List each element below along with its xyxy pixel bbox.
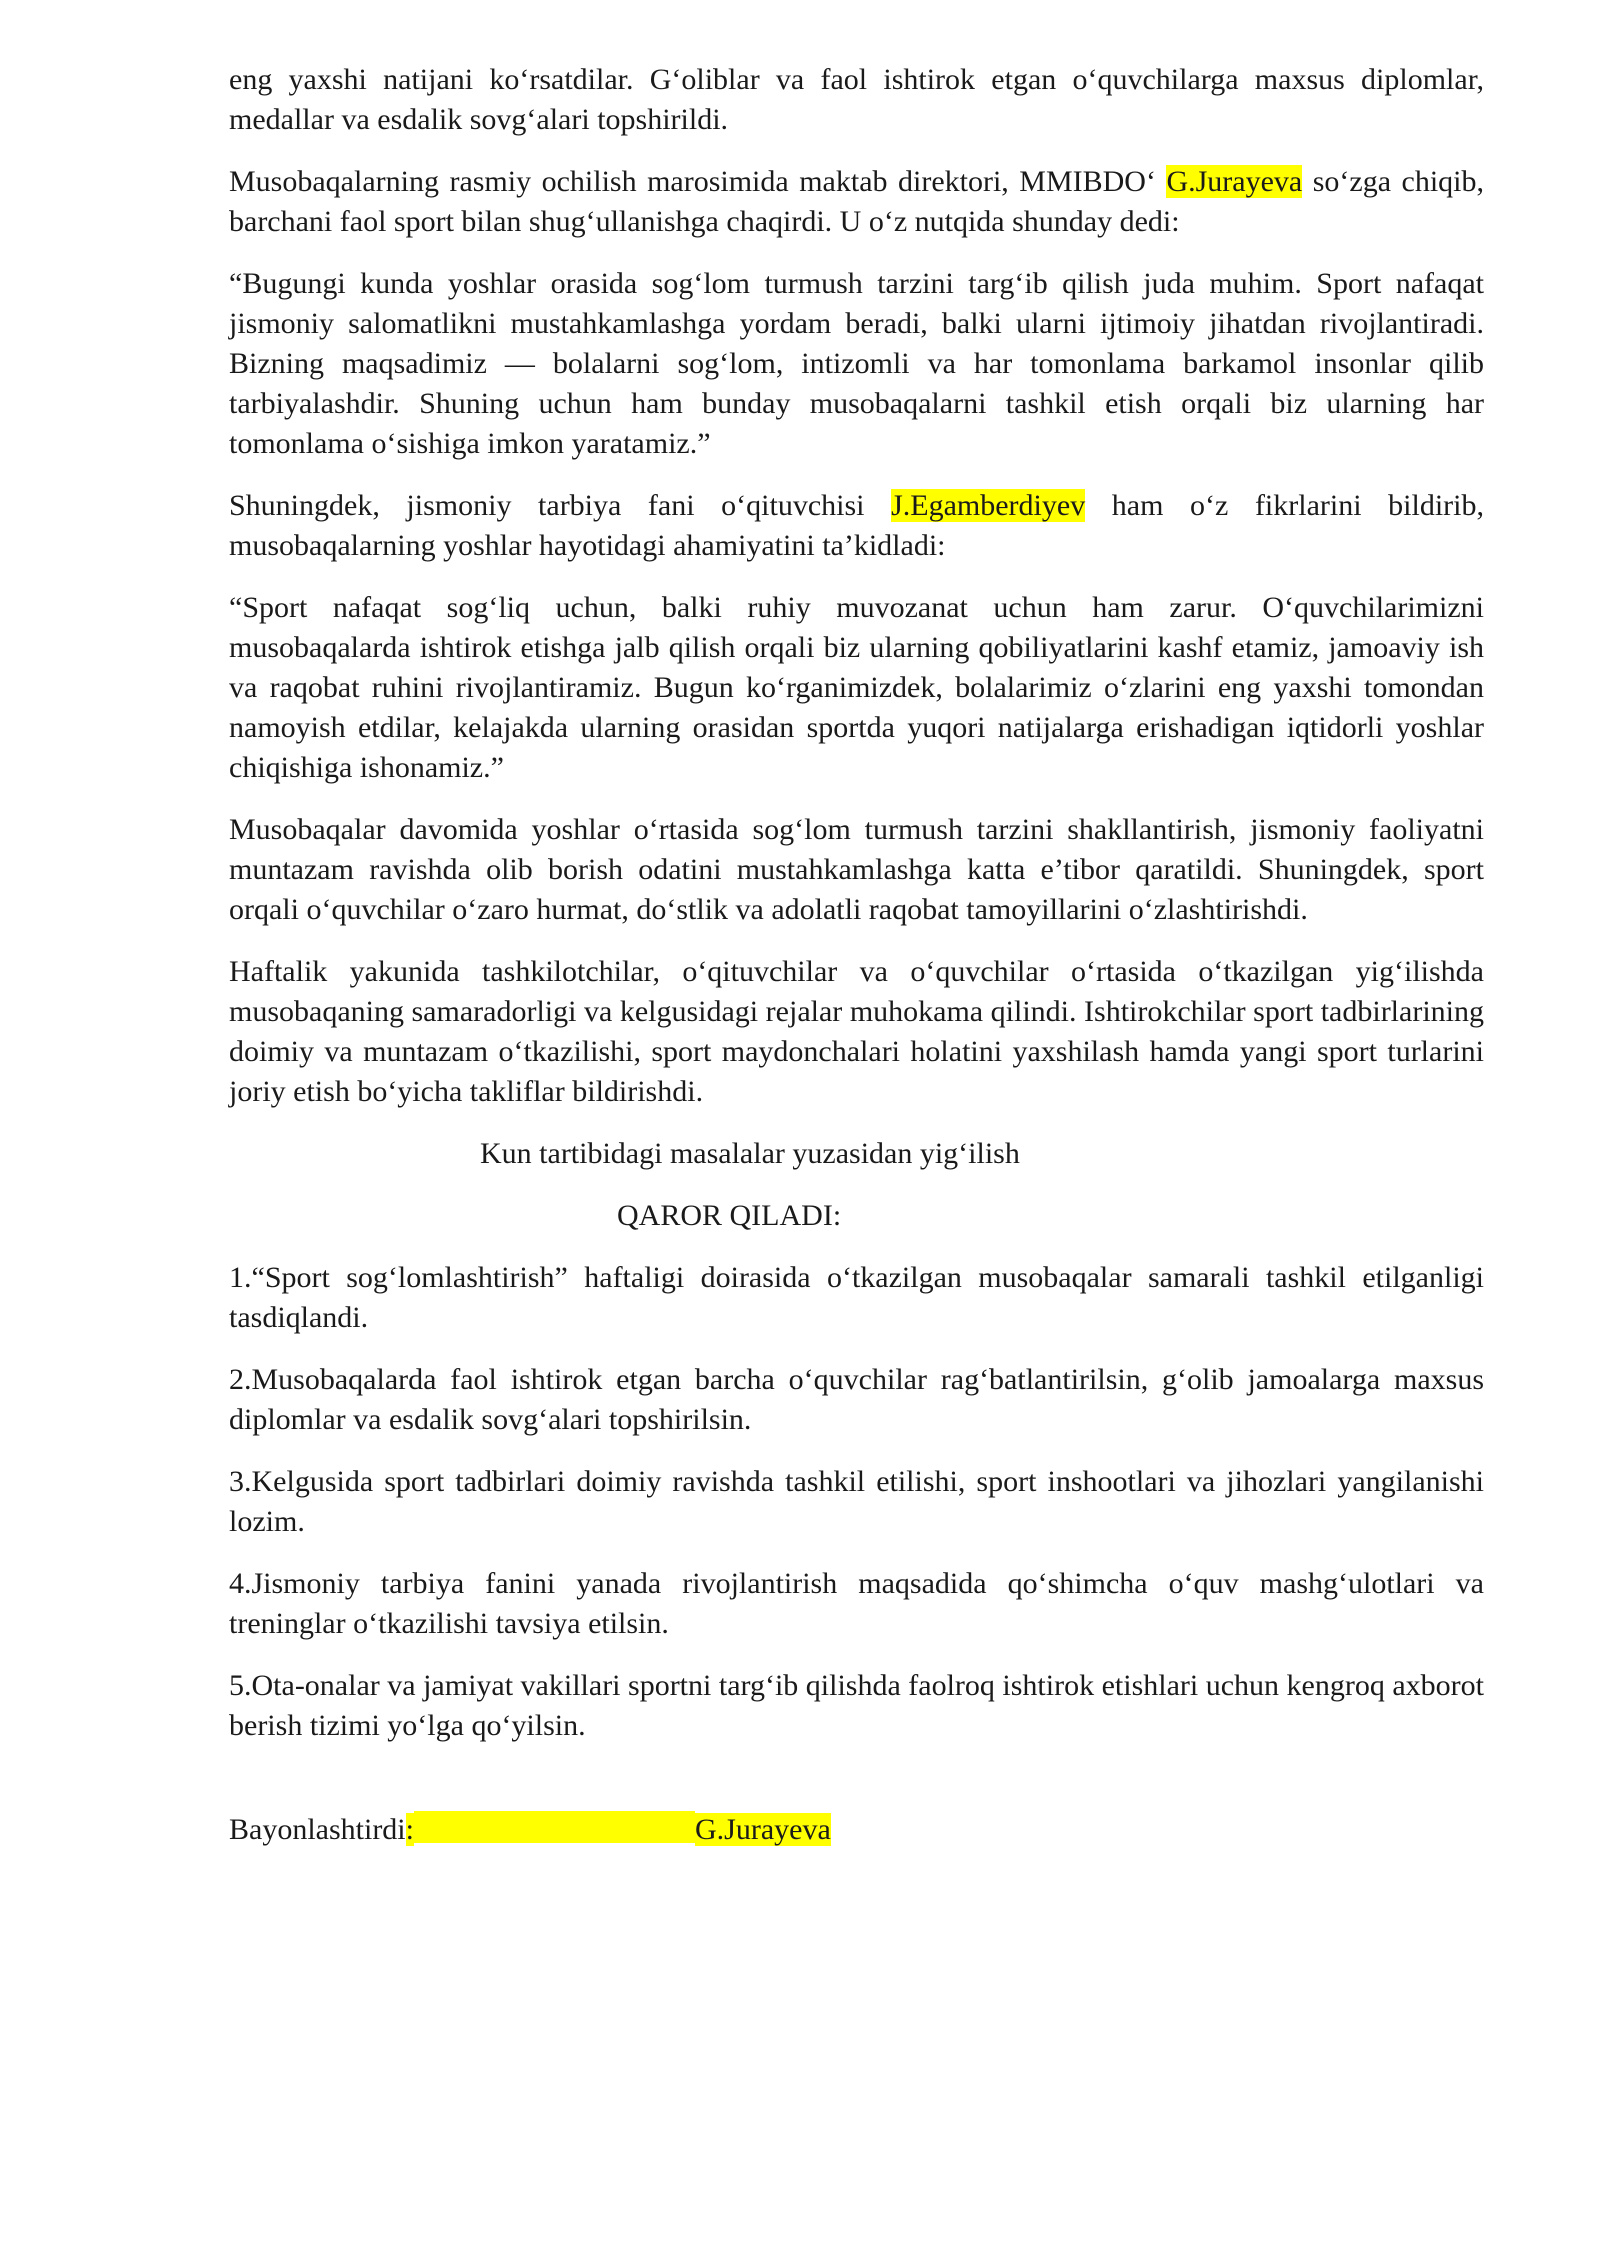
paragraph-text: ham o‘z fikrlarini bildirib, musobaqalarning yoshlar hayotidagi ahamiyatini ta’kidladi: (229, 489, 1484, 562)
paragraph-text: Shuningdek, jismoniy tarbiya fani o‘qituvchisi (229, 489, 892, 522)
highlighted-name-director: G.Jurayeva (1166, 165, 1303, 198)
quote-teacher: “Sport nafaqat sog‘liq uchun, balki ruhiy muvozanat uchun ham zarur. O‘quvchilarimizni musobaqalarda ishtirok etishga jalb qilish orqali biz ularning qobiliyatlarini kashf etamiz, jamoaviy ish va raqobat ruhini rivojlantiramiz. Bugun ko‘rganimizdek, bolalarimiz o‘zlarini eng yaxshi tomondan namoyish etdilar, kelajakda ularning orasidan sportda yuqori natijalarga erishadigan iqtidorli yoshlar chiqishiga ishonamiz.” (229, 591, 1484, 784)
paragraph-opening-ceremony (229, 162, 1484, 242)
decision-item: 3.Kelgusida sport tadbirlari doimiy ravishda tashkil etilishi, sport inshootlari va jihozlari yangilanishi lozim. (229, 1465, 1484, 1538)
paragraph-week-summary: Haftalik yakunida tashkilotchilar, o‘qituvchilar va o‘quvchilar o‘rtasida o‘tkazilgan yig‘ilishda musobaqaning samaradorligi va kelgusidagi rejalar muhokama qilindi. Ishtirokchilar sport tadbirlarining doimiy va muntazam o‘tkazilishi, sport maydonchalari holatini yaxshilash hamda yangi sport turlarini joriy etish bo‘yicha takliflar bildirishdi. (229, 955, 1484, 1108)
paragraph-teacher-intro (229, 486, 1484, 566)
signature-blank (414, 1811, 695, 1843)
signature-name: G.Jurayeva (695, 1813, 831, 1846)
paragraph-text: so‘zga chiqib, barchani faol sport bilan shug‘ullanishga chaqirdi. U o‘z nutqida shunday dedi: (229, 165, 1484, 238)
paragraph-healthy-lifestyle: Musobaqalar davomida yoshlar o‘rtasida sog‘lom turmush tarzini shakllantirish, jismoniy faoliyatni muntazam ravishda olib borish odatini mustahkamlashga katta e’tibor qaratildi. Shuningdek, sport orqali o‘quvchilar o‘zaro hurmat, do‘stlik va adolatli raqobat tamoyillarini o‘zlashtirishdi. (229, 813, 1484, 926)
paragraph-text: Musobaqalarning rasmiy ochilish marosimida maktab direktori, MMIBDO‘ (229, 165, 1167, 198)
document-page (229, 60, 1484, 1850)
signature-colon: : (405, 1813, 414, 1846)
signature-line (229, 1810, 1484, 1850)
quote-director: “Bugungi kunda yoshlar orasida sog‘lom turmush tarzini targ‘ib qilish juda muhim. Sport nafaqat jismoniy salomatlikni mustahkamlashga yordam beradi, balki ularni ijtimoiy jihatdan rivojlantiradi. Bizning maqsadimiz — bolalarni sog‘lom, intizomli va har tomonlama barkamol insonlar qilib tarbiyalashdir. Shuning uchun ham bunday musobaqalarni tashkil etish orqali biz ularning har tomonlama o‘sishiga imkon yaratamiz.” (229, 267, 1484, 460)
decision-item: 4.Jismoniy tarbiya fanini yanada rivojlantirish maqsadida qo‘shimcha o‘quv mashg‘ulotlari va treninglar o‘tkazilishi tavsiya etilsin. (229, 1567, 1484, 1640)
agenda-title: Kun tartibidagi masalalar yuzasidan yig‘ilish (480, 1137, 1020, 1170)
decision-item: 1.“Sport sog‘lomlashtirish” haftaligi doirasida o‘tkazilgan musobaqalar samarali tashkil etilganligi tasdiqlandi. (229, 1261, 1484, 1334)
highlighted-name-teacher: J.Egamberdiyev (891, 489, 1086, 522)
decision-title: QAROR QILADI: (617, 1199, 842, 1232)
decision-item: 2.Musobaqalarda faol ishtirok etgan barcha o‘quvchilar rag‘batlantirilsin, g‘olib jamoalarga maxsus diplomlar va esdalik sovg‘alari topshirilsin. (229, 1363, 1484, 1436)
decision-item: 5.Ota-onalar va jamiyat vakillari sportni targ‘ib qilishda faolroq ishtirok etishlari uchun kengroq axborot berish tizimi yo‘lga qo‘yilsin. (229, 1669, 1484, 1742)
signature-label: Bayonlashtirdi (229, 1813, 406, 1846)
paragraph-results: eng yaxshi natijani ko‘rsatdilar. G‘oliblar va faol ishtirok etgan o‘quvchilarga maxsus diplomlar, medallar va esdalik sovg‘alari topshirildi. (229, 63, 1484, 136)
